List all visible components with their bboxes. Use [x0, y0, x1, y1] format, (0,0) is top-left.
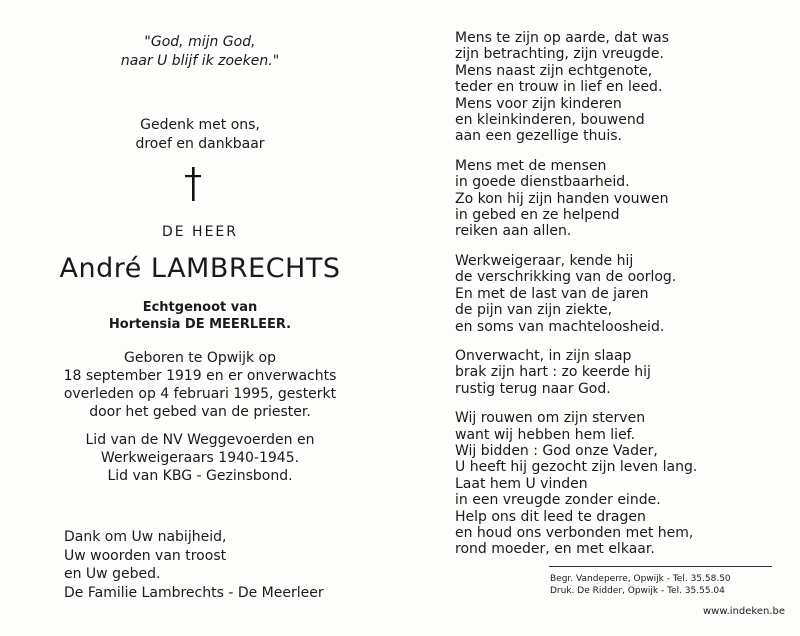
thanks-line: Uw woorden van troost	[64, 547, 227, 564]
thanks-line: Dank om Uw nabijheid,	[64, 529, 227, 545]
poem-line: rustig terug naar God.	[455, 380, 611, 397]
birth-death-line: overleden op 4 februari 1995, gesterkt	[63, 386, 337, 402]
poem-stanza	[455, 30, 755, 145]
membership-line: Lid van de NV Weggevoerden en	[85, 432, 315, 448]
printer-credits	[550, 573, 731, 597]
poem-stanza	[455, 348, 755, 397]
honorific: DE HEER	[161, 224, 239, 240]
poem-line: brak zijn hart : zo keerde hij	[455, 364, 651, 381]
poem-line: Onverwacht, in zijn slaap	[455, 347, 632, 364]
poem-line: teder en trouw in lief en leed.	[455, 79, 663, 96]
motto-line: naar U blijf ik zoeken."	[120, 53, 280, 69]
poem-line: de pijn van zijn ziekte,	[455, 302, 613, 319]
poem-stanza	[455, 158, 755, 240]
motto	[40, 33, 360, 71]
poem-line: de verschrikking van de oorlog.	[455, 269, 677, 286]
poem-line: en houd ons verbonden met hem,	[455, 524, 694, 541]
poem-stanza	[455, 253, 755, 335]
birth-death-line: 18 september 1919 en er onverwachts	[63, 368, 337, 384]
cross-icon	[183, 167, 203, 201]
poem-line: Zo kon hij zijn handen vouwen	[455, 190, 669, 207]
spouse-line: Hortensia DE MEERLEER.	[108, 317, 292, 332]
poem-line: in een vreugde zonder einde.	[455, 492, 661, 509]
motto-line: "God, mijn God,	[144, 34, 256, 50]
site-watermark: www.indeken.be	[703, 606, 786, 617]
poem-line: en soms van machteloosheid.	[455, 318, 665, 335]
poem-line: aan een gezellige thuis.	[455, 128, 622, 145]
poem-stanza	[455, 410, 755, 558]
thanks-text	[64, 528, 384, 602]
poem-line: Mens naast zijn echtgenote,	[455, 62, 653, 79]
poem-line: zijn betrachting, zijn vreugde.	[455, 46, 664, 63]
membership-line: Lid van KBG - Gezinsbond.	[107, 468, 293, 484]
poem-line: Wij rouwen om zijn sterven	[455, 410, 646, 427]
birth-death-line: Geboren te Opwijk op	[124, 350, 276, 366]
poem-line: reiken aan allen.	[455, 223, 572, 240]
birth-death-line: door het gebed van de priester.	[89, 404, 311, 420]
poem-line: U heeft hij gezocht zijn leven lang.	[455, 459, 698, 476]
thanks-line: en Uw gebed.	[64, 566, 161, 582]
credit-line: Begr. Vandeperre, Opwijk - Tel. 35.58.50	[550, 574, 731, 584]
poem-line: rond moeder, en met elkaar.	[455, 541, 655, 558]
poem-line: Mens te zijn op aarde, dat was	[455, 30, 670, 46]
membership-line: Werkweigeraars 1940-1945.	[100, 450, 300, 466]
thanks-line: De Familie Lambrechts - De Meerleer	[64, 584, 324, 601]
credit-line: Druk. De Ridder, Opwijk - Tel. 35.55.04	[550, 586, 725, 596]
birth-death-info	[30, 349, 370, 421]
poem-line: en kleinkinderen, bouwend	[455, 112, 645, 129]
poem-line: want wij hebben hem lief.	[455, 426, 636, 443]
poem-line: Wij bidden : God onze Vader,	[455, 442, 658, 459]
poem-line: Mens met de mensen	[455, 157, 607, 174]
deceased-name: André LAMBRECHTS	[59, 253, 341, 284]
spouse-info	[40, 299, 360, 333]
remembrance-line: Gedenk met ons,	[140, 117, 260, 133]
spouse-line: Echtgenoot van	[142, 300, 258, 315]
poem-line: Werkweigeraar, kende hij	[455, 252, 634, 269]
poem-line: En met de last van de jaren	[455, 285, 649, 302]
poem-line: Help ons dit leed te dragen	[455, 508, 646, 525]
poem-line: Laat hem U vinden	[455, 475, 588, 492]
poem-line: in gebed en ze helpend	[455, 207, 620, 224]
poem-line: in goede dienstbaarheid.	[455, 174, 630, 191]
credits-divider	[549, 566, 772, 567]
remembrance-text	[40, 116, 360, 154]
remembrance-line: droef en dankbaar	[135, 136, 265, 152]
poem	[455, 30, 755, 571]
membership-info	[40, 431, 360, 485]
poem-line: Mens voor zijn kinderen	[455, 95, 622, 112]
